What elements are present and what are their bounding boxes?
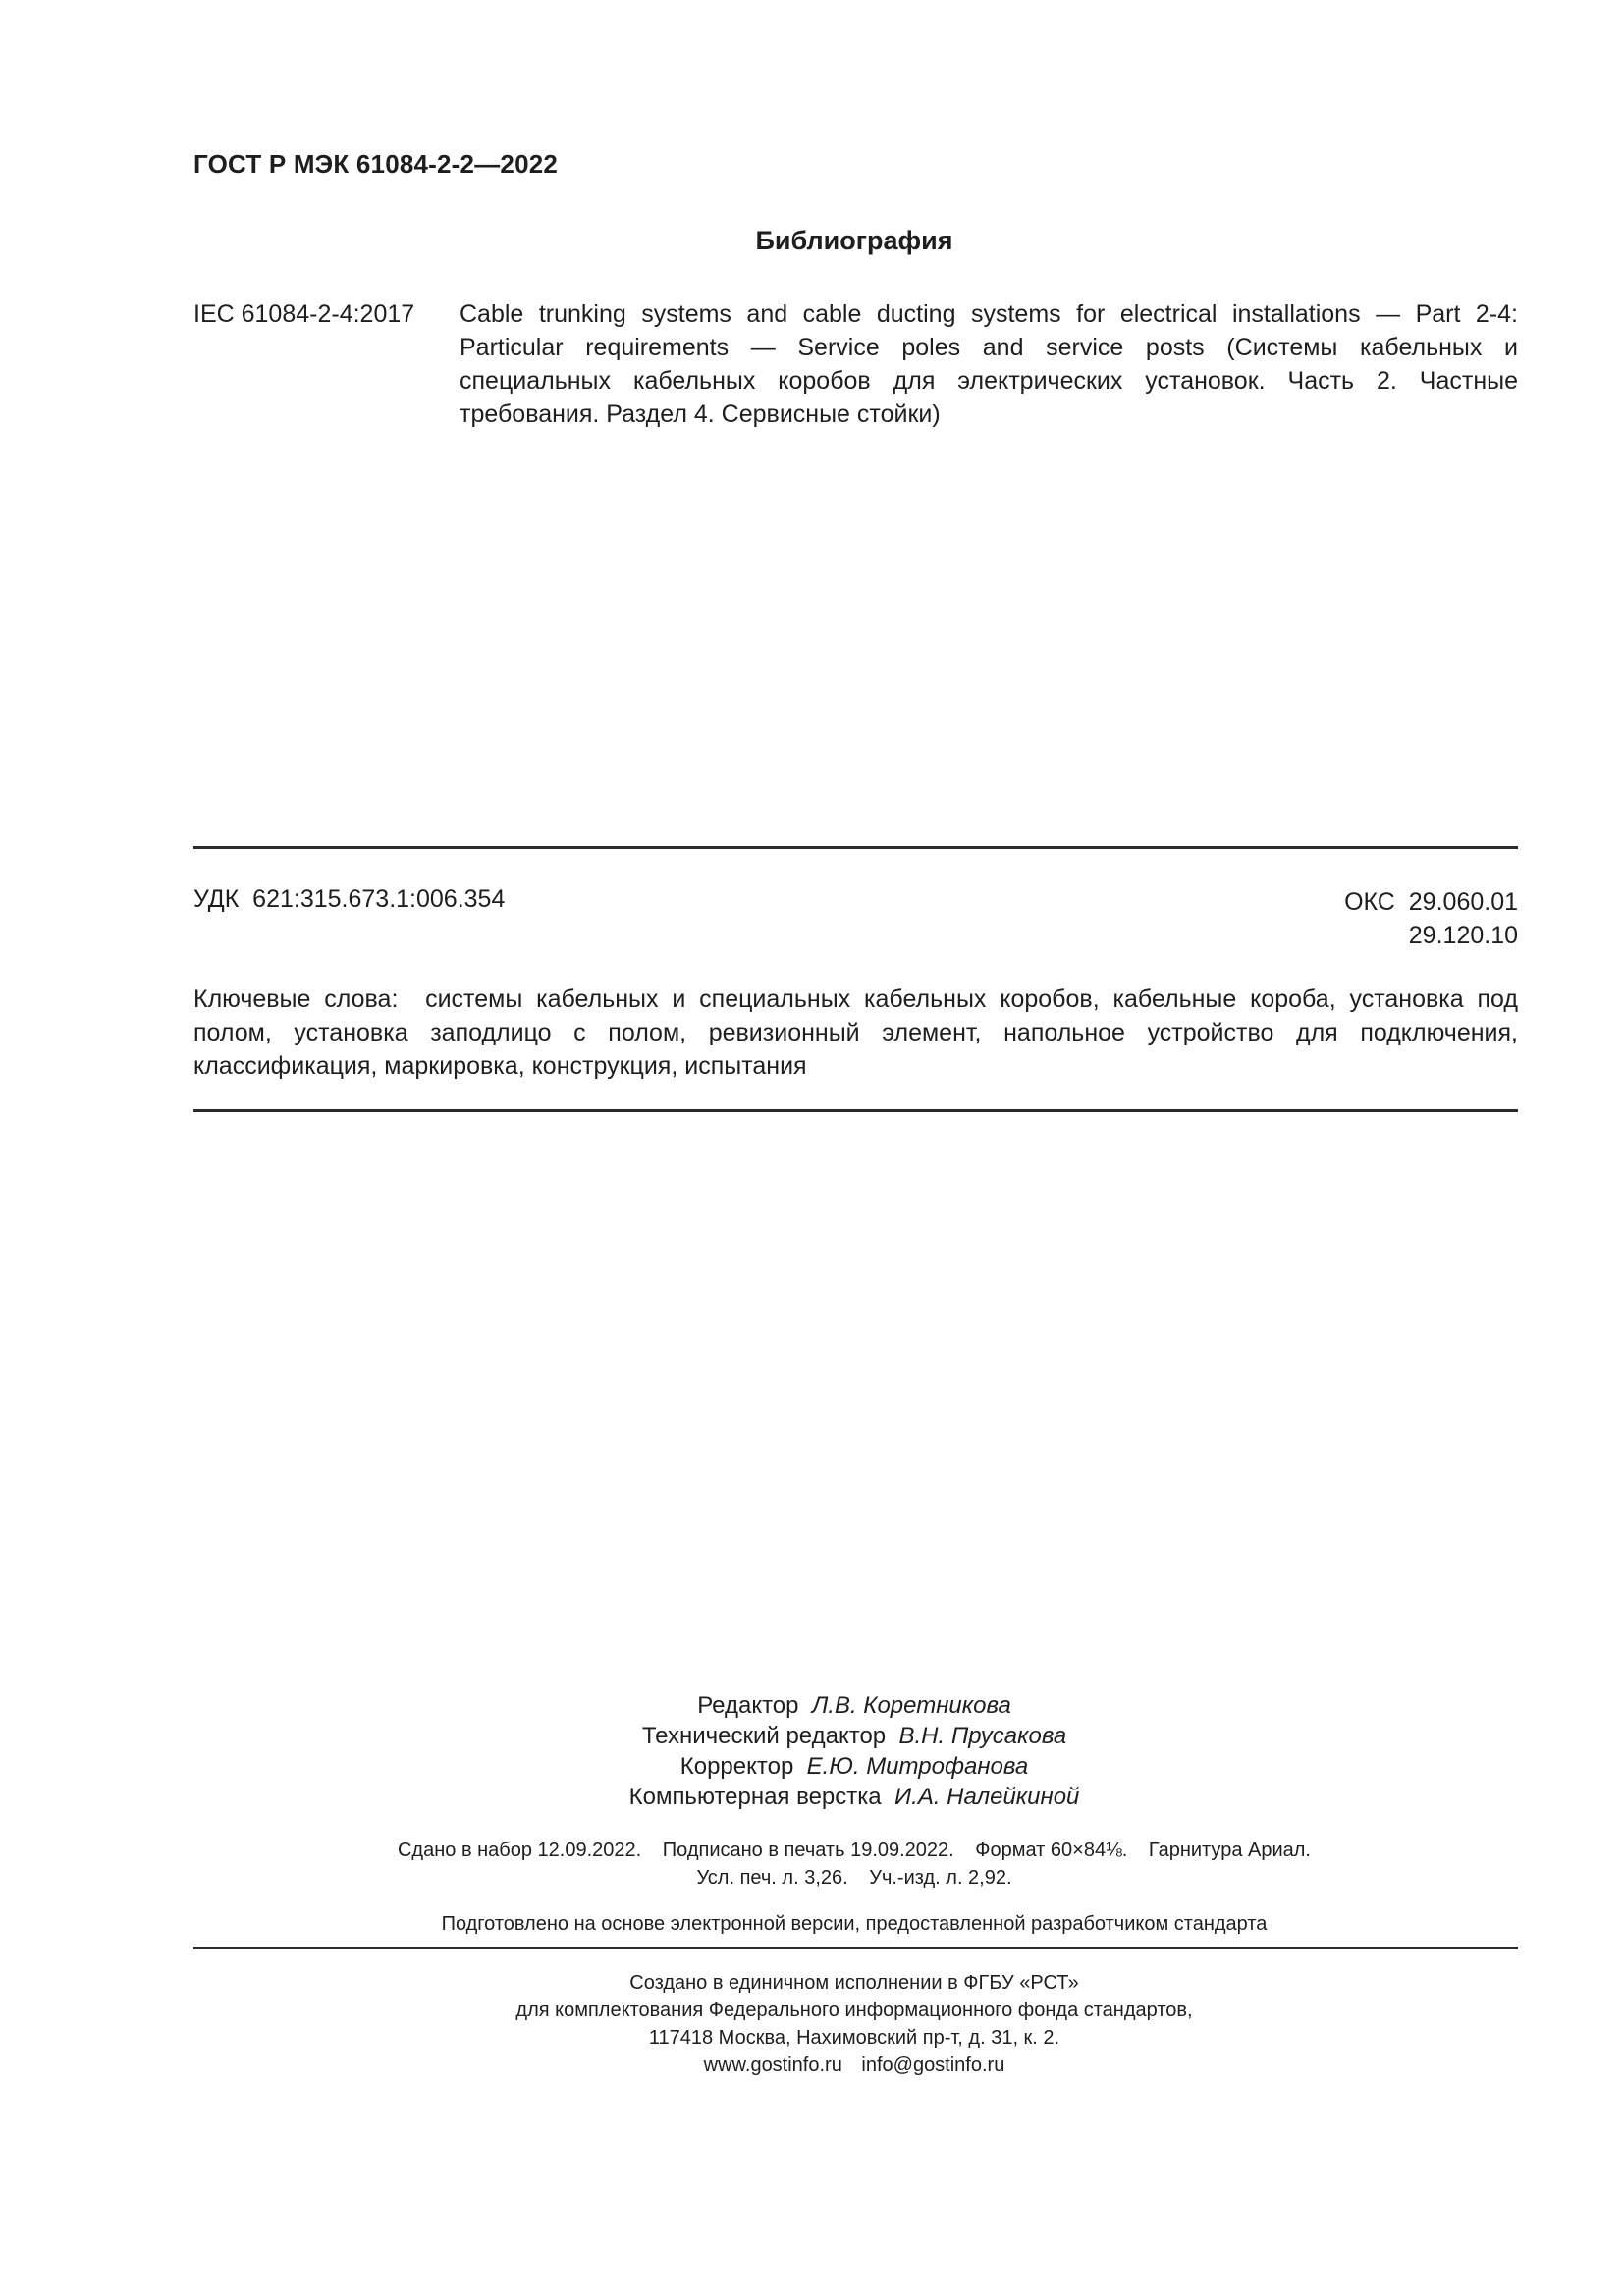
credit-layout xyxy=(0,1782,1624,1812)
credits-block xyxy=(0,1690,1624,1812)
oks-value-1: 29.060.01 xyxy=(1408,888,1518,916)
credit-role: Редактор xyxy=(697,1692,799,1719)
credit-name: Л.В. Коретникова xyxy=(811,1692,1011,1719)
credit-name: Е.Ю. Митрофанова xyxy=(806,1753,1029,1780)
footer-email-link[interactable]: info@gostinfo.ru xyxy=(861,2055,1005,2076)
print-format: Формат 60×84⅛. xyxy=(975,1840,1128,1861)
footer-line-2: для комплектования Федерального информационного фонда стандартов, xyxy=(515,2000,1193,2021)
bibliography-code: IEC 61084-2-4:2017 xyxy=(193,300,415,328)
print-submitted: Сдано в набор 12.09.2022. xyxy=(397,1840,642,1861)
bibliography-heading: Библиография xyxy=(755,226,953,255)
credit-proofreader xyxy=(0,1751,1624,1782)
divider-bottom xyxy=(193,1947,1518,1949)
credit-role: Компьютерная верстка xyxy=(628,1784,882,1810)
keywords xyxy=(193,983,1518,1083)
udk-label: УДК xyxy=(193,885,240,913)
divider-middle xyxy=(193,1109,1518,1112)
divider-top xyxy=(193,846,1518,849)
udk-code xyxy=(193,885,505,914)
credit-name: В.Н. Прусакова xyxy=(898,1723,1067,1749)
oks-code xyxy=(1344,885,1518,952)
publisher-footer xyxy=(0,1969,1624,2079)
print-sheets: Усл. печ. л. 3,26. xyxy=(696,1867,848,1889)
credit-role: Технический редактор xyxy=(641,1723,887,1749)
credit-role: Корректор xyxy=(679,1753,794,1780)
credit-name: И.А. Налейкиной xyxy=(893,1784,1080,1810)
footer-line-3: 117418 Москва, Нахимовский пр-т, д. 31, к. 2. xyxy=(648,2027,1060,2049)
credit-editor xyxy=(0,1690,1624,1721)
oks-value-2: 29.120.10 xyxy=(1408,922,1518,949)
footer-website-link[interactable]: www.gostinfo.ru xyxy=(703,2055,842,2076)
print-edition-sheets: Уч.-изд. л. 2,92. xyxy=(869,1867,1012,1889)
print-signed: Подписано в печать 19.09.2022. xyxy=(662,1840,954,1861)
udk-value: 621:315.673.1:006.354 xyxy=(252,885,506,913)
footer-line-1: Создано в единичном исполнении в ФГБУ «РСТ» xyxy=(629,1972,1079,1994)
prepared-note: Подготовлено на основе электронной версии, предоставленной разработчиком стандарта xyxy=(441,1913,1268,1935)
bibliography-text: Cable trunking systems and cable ducting systems for electrical installations — Part 2-4: Particular requirements — Service poles and service posts (Системы кабельных и специальных кабельных коробов для электрических установок. Часть 2. Частные требования. Раздел 4. Сервисные стойки) xyxy=(460,300,1518,428)
print-info xyxy=(0,1837,1624,1892)
oks-label: ОКС xyxy=(1344,888,1395,916)
keywords-label: Ключевые слова: xyxy=(193,986,399,1013)
document-id: ГОСТ Р МЭК 61084-2-2—2022 xyxy=(193,149,559,179)
print-typeface: Гарнитура Ариал. xyxy=(1148,1840,1311,1861)
keywords-text: системы кабельных и специальных кабельных коробов, кабельные короба, установка под полом, установка заподлицо с полом, ревизионный элемент, напольное устройство для подключения, классификация, маркировка, конструкция, испытания xyxy=(193,986,1518,1080)
credit-tech-editor xyxy=(0,1721,1624,1751)
